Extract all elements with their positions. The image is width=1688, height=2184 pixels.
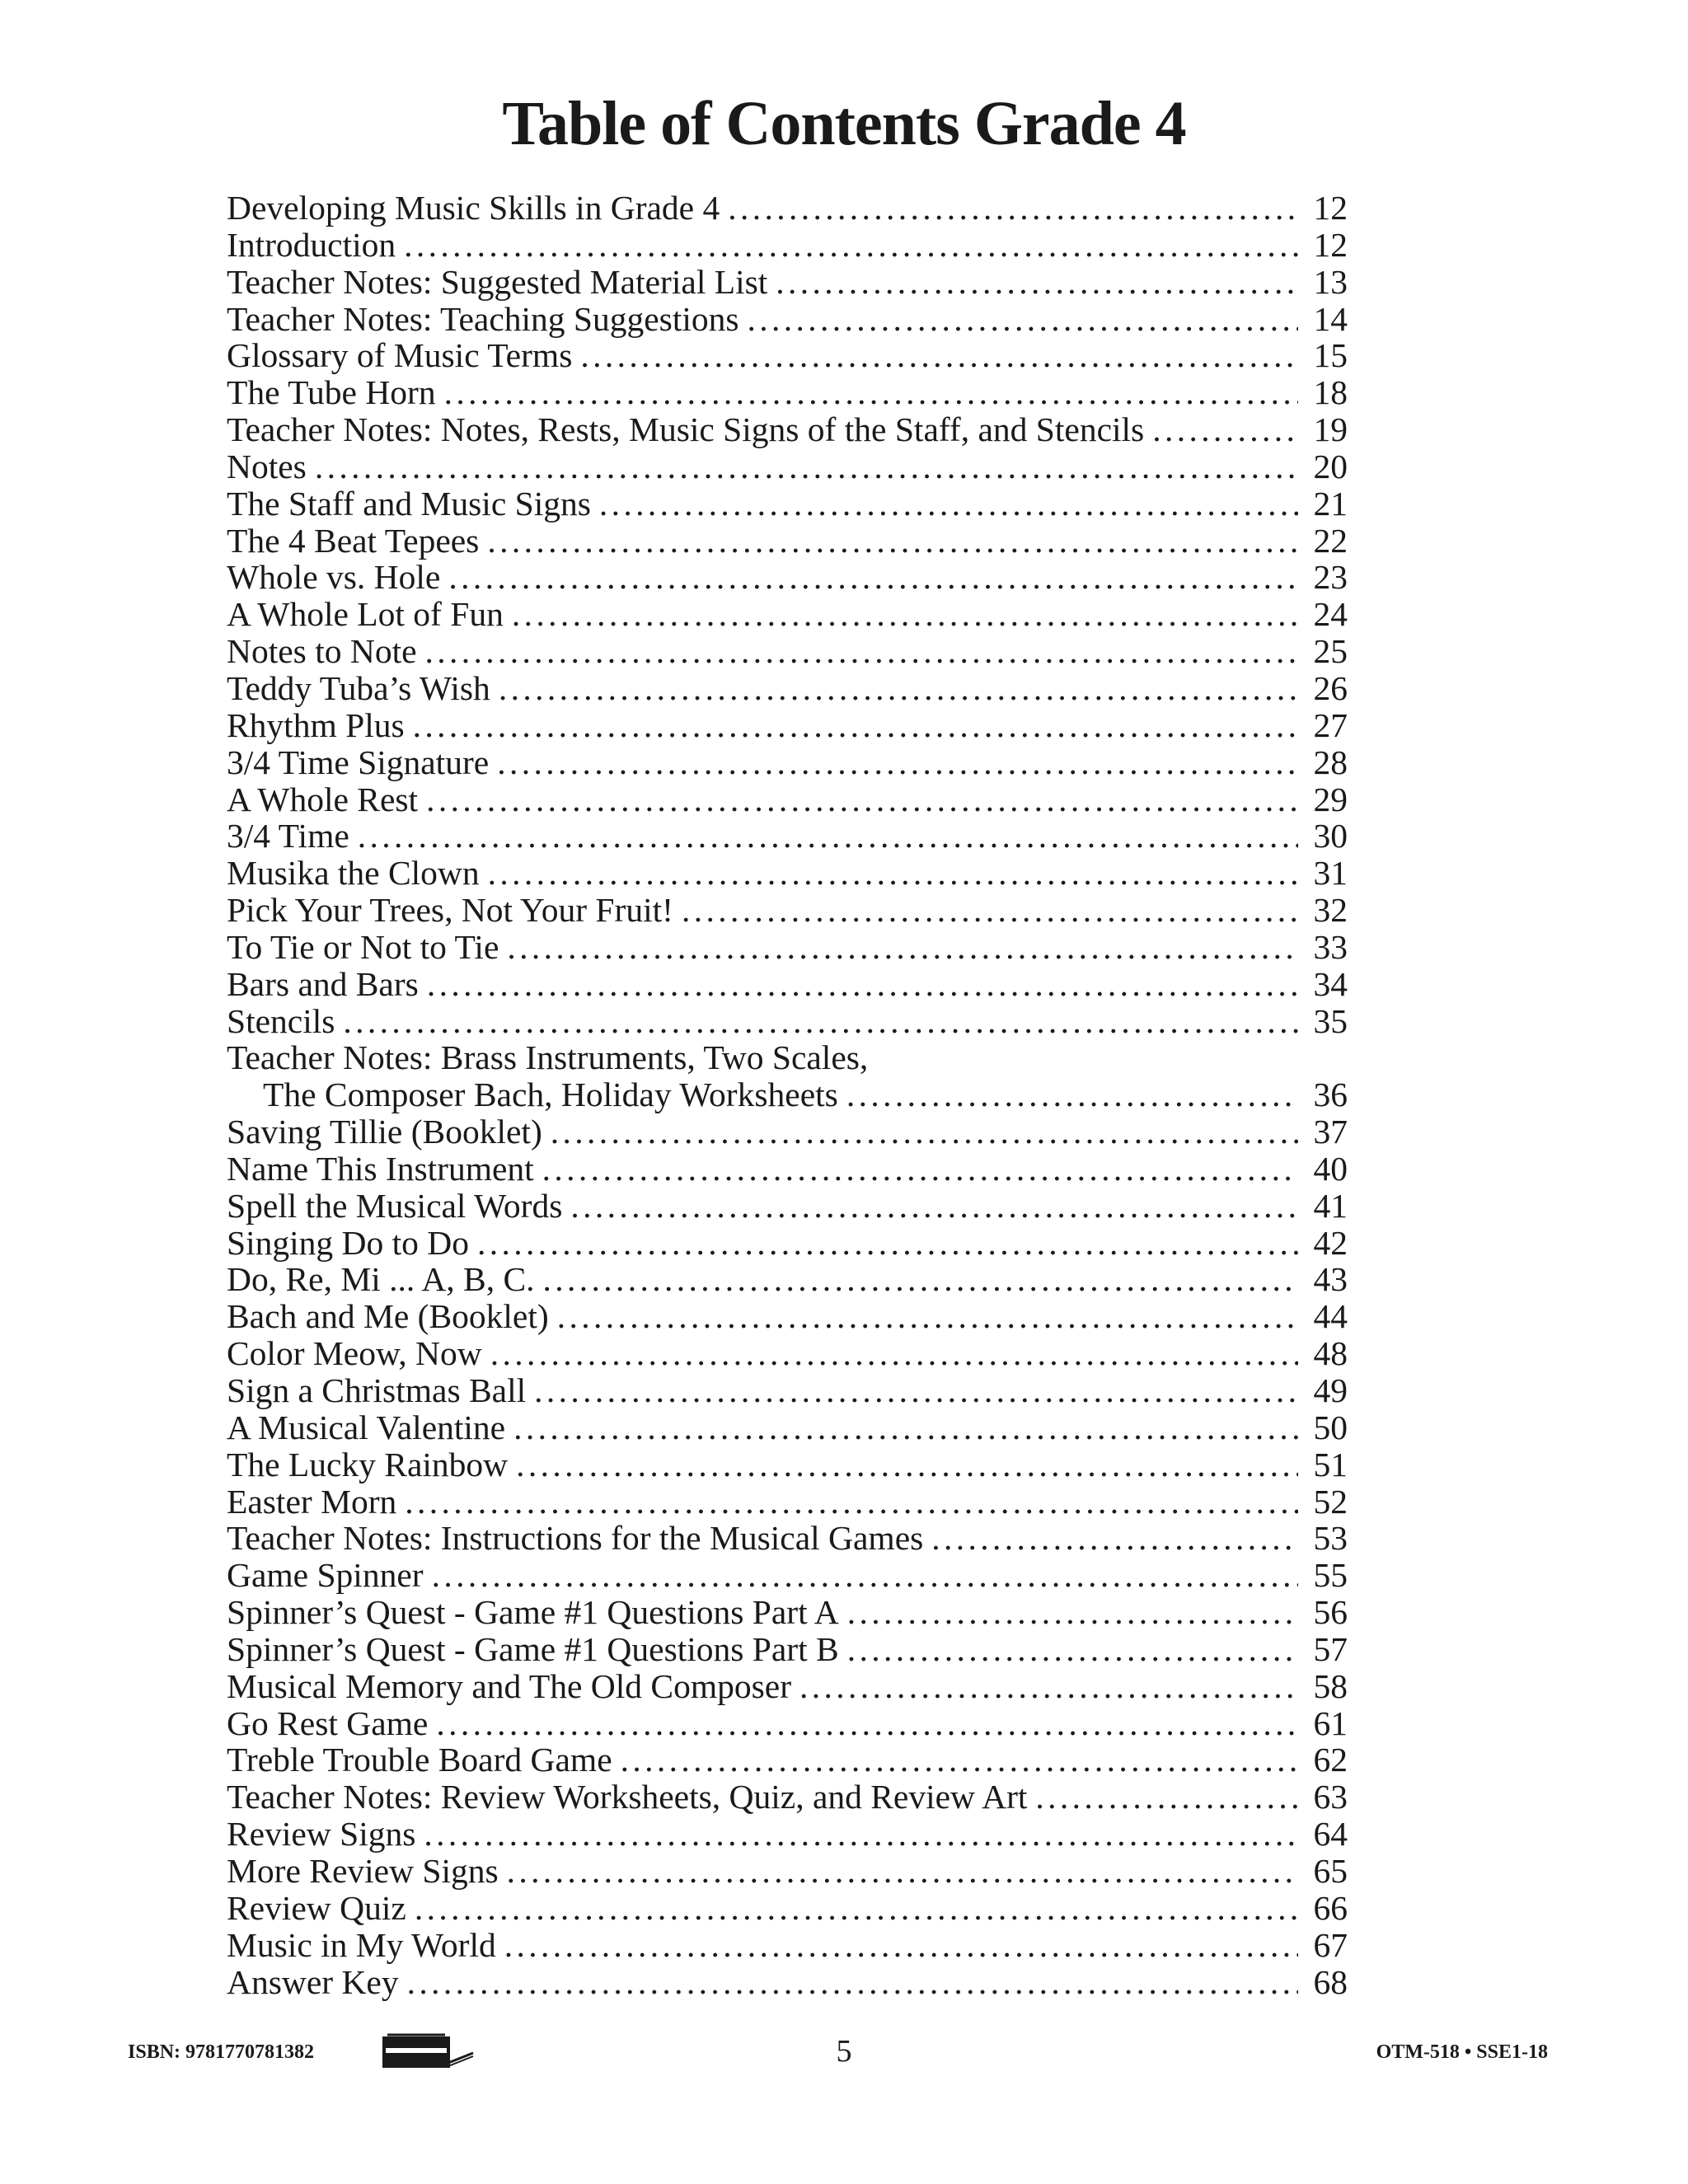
- toc-entry-page: 36: [1313, 1076, 1348, 1114]
- toc-entry-page: 40: [1313, 1149, 1348, 1188]
- toc-entry-title: Do, Re, Mi ... A, B, C.: [227, 1260, 535, 1299]
- toc-entry-page: 55: [1313, 1556, 1348, 1595]
- dot-leader: [847, 1594, 1298, 1631]
- toc-entry-title: The 4 Beat Tepees: [227, 521, 480, 560]
- toc-entry: [227, 559, 1348, 596]
- toc-entry: [227, 485, 1348, 523]
- toc-entry-page: 19: [1313, 410, 1348, 449]
- toc-entry-title: 3/4 Time Signature: [227, 743, 490, 781]
- toc-entry-title: Teacher Notes: Brass Instruments, Two Scales,: [227, 1038, 869, 1077]
- toc-entry: [227, 1741, 1348, 1779]
- toc-entry-page: 37: [1313, 1113, 1348, 1151]
- toc-entry-title: Rhythm Plus: [227, 705, 405, 744]
- toc-entry-title: Teacher Notes: Review Worksheets, Quiz, and Review Art: [227, 1778, 1028, 1816]
- toc-entry: [227, 1816, 1348, 1853]
- dot-leader: [415, 1890, 1298, 1927]
- toc-entry: [227, 1261, 1348, 1298]
- toc-entry: [227, 1557, 1348, 1594]
- dot-leader: [488, 855, 1298, 892]
- toc-entry-page: 50: [1313, 1408, 1348, 1446]
- toc-entry-title: Game Spinner: [227, 1556, 424, 1595]
- dot-leader: [436, 1705, 1298, 1742]
- toc-entry: [227, 1409, 1348, 1446]
- toc-entry-title: Go Rest Game: [227, 1704, 429, 1742]
- toc-entry: [227, 448, 1348, 485]
- dot-leader: [570, 1188, 1298, 1225]
- toc-entry-title: Bach and Me (Booklet): [227, 1297, 549, 1336]
- toc-entry: [227, 781, 1348, 818]
- toc-entry: [227, 892, 1348, 929]
- toc-entry: [227, 1483, 1348, 1521]
- dot-leader: [432, 1557, 1298, 1594]
- dot-leader: [444, 374, 1298, 411]
- toc-entry-title: Treble Trouble Board Game: [227, 1741, 612, 1779]
- toc-entry-page: 53: [1313, 1519, 1348, 1558]
- toc-entry-title: Easter Morn: [227, 1482, 397, 1521]
- dot-leader: [516, 1446, 1298, 1483]
- toc-entry-page: 51: [1313, 1445, 1348, 1483]
- toc-entry-page: 63: [1313, 1778, 1348, 1816]
- toc-entry: [227, 190, 1348, 227]
- toc-entry-title: Pick Your Trees, Not Your Fruit!: [227, 891, 673, 930]
- dot-leader: [507, 929, 1298, 966]
- toc-entry: [227, 966, 1348, 1003]
- toc-entry: [227, 596, 1348, 633]
- toc-entry: [227, 1188, 1348, 1225]
- toc-entry: [227, 1298, 1348, 1335]
- dot-leader: [534, 1372, 1298, 1409]
- dot-leader: [580, 337, 1298, 374]
- toc-entry-page: 58: [1313, 1666, 1348, 1705]
- page-title: Table of Contents Grade 4: [502, 89, 1186, 158]
- toc-entry-page: 42: [1313, 1223, 1348, 1262]
- toc-entry-title: Teacher Notes: Notes, Rests, Music Signs of the Staff, and Stencils: [227, 410, 1145, 449]
- dot-leader: [405, 1483, 1298, 1521]
- toc-entry-page: 44: [1313, 1297, 1348, 1336]
- toc-entry-page: 35: [1313, 1001, 1348, 1040]
- toc-entry: [227, 1520, 1348, 1557]
- toc-entry-page: 21: [1313, 484, 1348, 523]
- toc-entry: [227, 264, 1348, 301]
- dot-leader: [487, 523, 1298, 560]
- toc-entry: [227, 1446, 1348, 1483]
- dot-leader: [599, 485, 1298, 523]
- toc-entry: [227, 1039, 1348, 1076]
- toc-entry-page: 29: [1313, 780, 1348, 818]
- toc-entry: [227, 744, 1348, 781]
- toc-entry: [227, 1668, 1348, 1705]
- toc-entry-title: Teacher Notes: Instructions for the Musical Games: [227, 1519, 924, 1558]
- toc-entry-title: A Musical Valentine: [227, 1408, 506, 1446]
- toc-entry: [227, 1003, 1348, 1040]
- toc-entry: [227, 1372, 1348, 1409]
- toc-entry: [227, 818, 1348, 855]
- dot-leader: [557, 1298, 1298, 1335]
- toc-entry-page: 26: [1313, 668, 1348, 707]
- toc-entry-title: Spell the Musical Words: [227, 1186, 563, 1225]
- toc-entry-page: 66: [1313, 1888, 1348, 1927]
- toc-entry-title: Teddy Tuba’s Wish: [227, 668, 490, 707]
- toc-entry: [227, 301, 1348, 338]
- dot-leader: [404, 227, 1298, 264]
- dot-leader: [543, 1261, 1298, 1298]
- toc-entry-title: More Review Signs: [227, 1851, 499, 1890]
- toc-entry-page: 61: [1313, 1704, 1348, 1742]
- toc-entry: [227, 1113, 1348, 1151]
- toc-entry-title: Glossary of Music Terms: [227, 336, 573, 375]
- dot-leader: [621, 1741, 1298, 1779]
- dot-leader: [358, 818, 1298, 855]
- dot-leader: [507, 1853, 1298, 1890]
- toc-entry-title: Stencils: [227, 1001, 335, 1040]
- toc-entry-title: Bars and Bars: [227, 964, 419, 1003]
- toc-entry-title: The Lucky Rainbow: [227, 1445, 509, 1483]
- dot-leader: [424, 1816, 1298, 1853]
- toc-entry: [227, 1853, 1348, 1890]
- toc-entry-page: 65: [1313, 1851, 1348, 1890]
- toc-entry: [227, 523, 1348, 560]
- toc-entry-title: Music in My World: [227, 1925, 496, 1964]
- dot-leader: [542, 1151, 1298, 1188]
- toc-entry-page: 20: [1313, 447, 1348, 485]
- toc-entry-page: 68: [1313, 1962, 1348, 2001]
- toc-entry: [227, 855, 1348, 892]
- toc-entry-page: 18: [1313, 373, 1348, 412]
- toc-entry-title: The Tube Horn: [227, 373, 436, 412]
- dot-leader: [427, 966, 1298, 1003]
- toc-entry-page: 27: [1313, 705, 1348, 744]
- toc-entry-title: The Composer Bach, Holiday Worksheets: [263, 1076, 838, 1114]
- toc-entry: [227, 1076, 1348, 1113]
- toc-entry-title: Sign a Christmas Ball: [227, 1371, 527, 1409]
- toc-entry-page: 56: [1313, 1593, 1348, 1632]
- toc-entry: [227, 411, 1348, 448]
- toc-entry: [227, 374, 1348, 411]
- toc-entry-page: 24: [1313, 595, 1348, 634]
- dot-leader: [497, 744, 1298, 781]
- toc-entry-title: Musika the Clown: [227, 854, 480, 893]
- dot-leader: [931, 1520, 1298, 1557]
- toc-entry: [227, 1335, 1348, 1372]
- toc-entry-page: 33: [1313, 927, 1348, 966]
- dot-leader: [413, 707, 1298, 744]
- toc-entry-page: 41: [1313, 1186, 1348, 1225]
- toc-entry-page: 14: [1313, 299, 1348, 338]
- toc-entry-title: Spinner’s Quest - Game #1 Questions Part A: [227, 1593, 839, 1632]
- toc-entry-title: Spinner’s Quest - Game #1 Questions Part B: [227, 1629, 839, 1668]
- toc-entry: [227, 1594, 1348, 1631]
- toc-entry: [227, 337, 1348, 374]
- toc-entry-title: Introduction: [227, 225, 396, 264]
- toc-entry-page: 57: [1313, 1629, 1348, 1668]
- dot-leader: [799, 1668, 1298, 1705]
- toc-entry-page: 32: [1313, 891, 1348, 930]
- toc-entry-page: 23: [1313, 558, 1348, 597]
- toc-entry-page: 43: [1313, 1260, 1348, 1299]
- toc-entry-page: 64: [1313, 1815, 1348, 1854]
- toc-entry: [227, 1927, 1348, 1964]
- toc-entry: [227, 707, 1348, 744]
- toc-entry-title: Musical Memory and The Old Composer: [227, 1666, 792, 1705]
- toc-entry: [227, 1779, 1348, 1816]
- toc-entry-page: 12: [1313, 225, 1348, 264]
- dot-leader: [499, 670, 1298, 707]
- toc-entry-title: To Tie or Not to Tie: [227, 927, 499, 966]
- toc-entry-title: Review Quiz: [227, 1888, 406, 1927]
- product-code: OTM-518 • SSE1-18: [1376, 2041, 1548, 2063]
- toc-entry: [227, 227, 1348, 264]
- toc-entry: [227, 1151, 1348, 1188]
- toc-entry-title: The Staff and Music Signs: [227, 484, 591, 523]
- toc-entry-title: Whole vs. Hole: [227, 558, 441, 597]
- toc-entry-title: Developing Music Skills in Grade 4: [227, 189, 720, 227]
- toc-entry-title: Singing Do to Do: [227, 1223, 469, 1262]
- dot-leader: [426, 781, 1298, 818]
- dot-leader: [847, 1631, 1298, 1668]
- dot-leader: [425, 633, 1298, 670]
- dot-leader: [513, 1409, 1298, 1446]
- toc-entry-title: Name This Instrument: [227, 1149, 534, 1188]
- dot-leader: [315, 448, 1298, 485]
- toc-entry: [227, 1890, 1348, 1927]
- page-number: 5: [836, 2034, 852, 2069]
- toc-entry: [227, 633, 1348, 670]
- toc-entry: [227, 1964, 1348, 2001]
- toc-entry-title: Answer Key: [227, 1962, 399, 2001]
- dot-leader: [846, 1076, 1298, 1113]
- toc-entry-page: 34: [1313, 964, 1348, 1003]
- dot-leader: [1035, 1779, 1298, 1816]
- dot-leader: [728, 190, 1298, 227]
- toc-entry-page: 52: [1313, 1482, 1348, 1521]
- toc-entry-page: 22: [1313, 521, 1348, 560]
- toc-entry: [227, 670, 1348, 707]
- dot-leader: [504, 1927, 1298, 1964]
- dot-leader: [343, 1003, 1298, 1040]
- toc-entry-page: 62: [1313, 1741, 1348, 1779]
- dot-leader: [776, 264, 1298, 301]
- isbn: ISBN: 9781770781382: [128, 2041, 315, 2063]
- dot-leader: [748, 301, 1298, 338]
- toc-entry-title: Color Meow, Now: [227, 1334, 482, 1373]
- toc-entry-title: Notes: [227, 447, 307, 485]
- toc-entry-page: 31: [1313, 854, 1348, 893]
- dot-leader: [682, 892, 1298, 929]
- dot-leader: [477, 1225, 1298, 1262]
- toc-entry-title: 3/4 Time: [227, 817, 349, 855]
- toc-entry-title: Teacher Notes: Suggested Material List: [227, 262, 768, 301]
- toc-entry-page: 48: [1313, 1334, 1348, 1373]
- toc-entry: [227, 929, 1348, 966]
- toc-entry-title: A Whole Rest: [227, 780, 419, 818]
- page-footer: [0, 2030, 1688, 2079]
- toc-entry-page: 49: [1313, 1371, 1348, 1409]
- dot-leader: [1152, 411, 1298, 448]
- dot-leader: [512, 596, 1298, 633]
- dot-leader: [448, 559, 1298, 596]
- dot-leader: [490, 1335, 1298, 1372]
- dot-leader: [551, 1113, 1298, 1151]
- toc-entry-title: Teacher Notes: Teaching Suggestions: [227, 299, 739, 338]
- toc-entry-title: Saving Tillie (Booklet): [227, 1113, 542, 1151]
- toc-entry-page: 25: [1313, 632, 1348, 671]
- toc-entry-page: 28: [1313, 743, 1348, 781]
- toc-entry-title: A Whole Lot of Fun: [227, 595, 504, 634]
- dot-leader: [407, 1964, 1298, 2001]
- table-of-contents: [227, 190, 1348, 2000]
- toc-entry-title: Review Signs: [227, 1815, 416, 1854]
- toc-entry: [227, 1705, 1348, 1742]
- toc-entry-page: 15: [1313, 336, 1348, 375]
- toc-entry: [227, 1631, 1348, 1668]
- toc-entry-page: 30: [1313, 817, 1348, 855]
- toc-entry-page: 12: [1313, 189, 1348, 227]
- toc-entry: [227, 1225, 1348, 1262]
- toc-entry-title: Notes to Note: [227, 632, 417, 671]
- toc-entry-page: 67: [1313, 1925, 1348, 1964]
- toc-entry-page: 13: [1313, 262, 1348, 301]
